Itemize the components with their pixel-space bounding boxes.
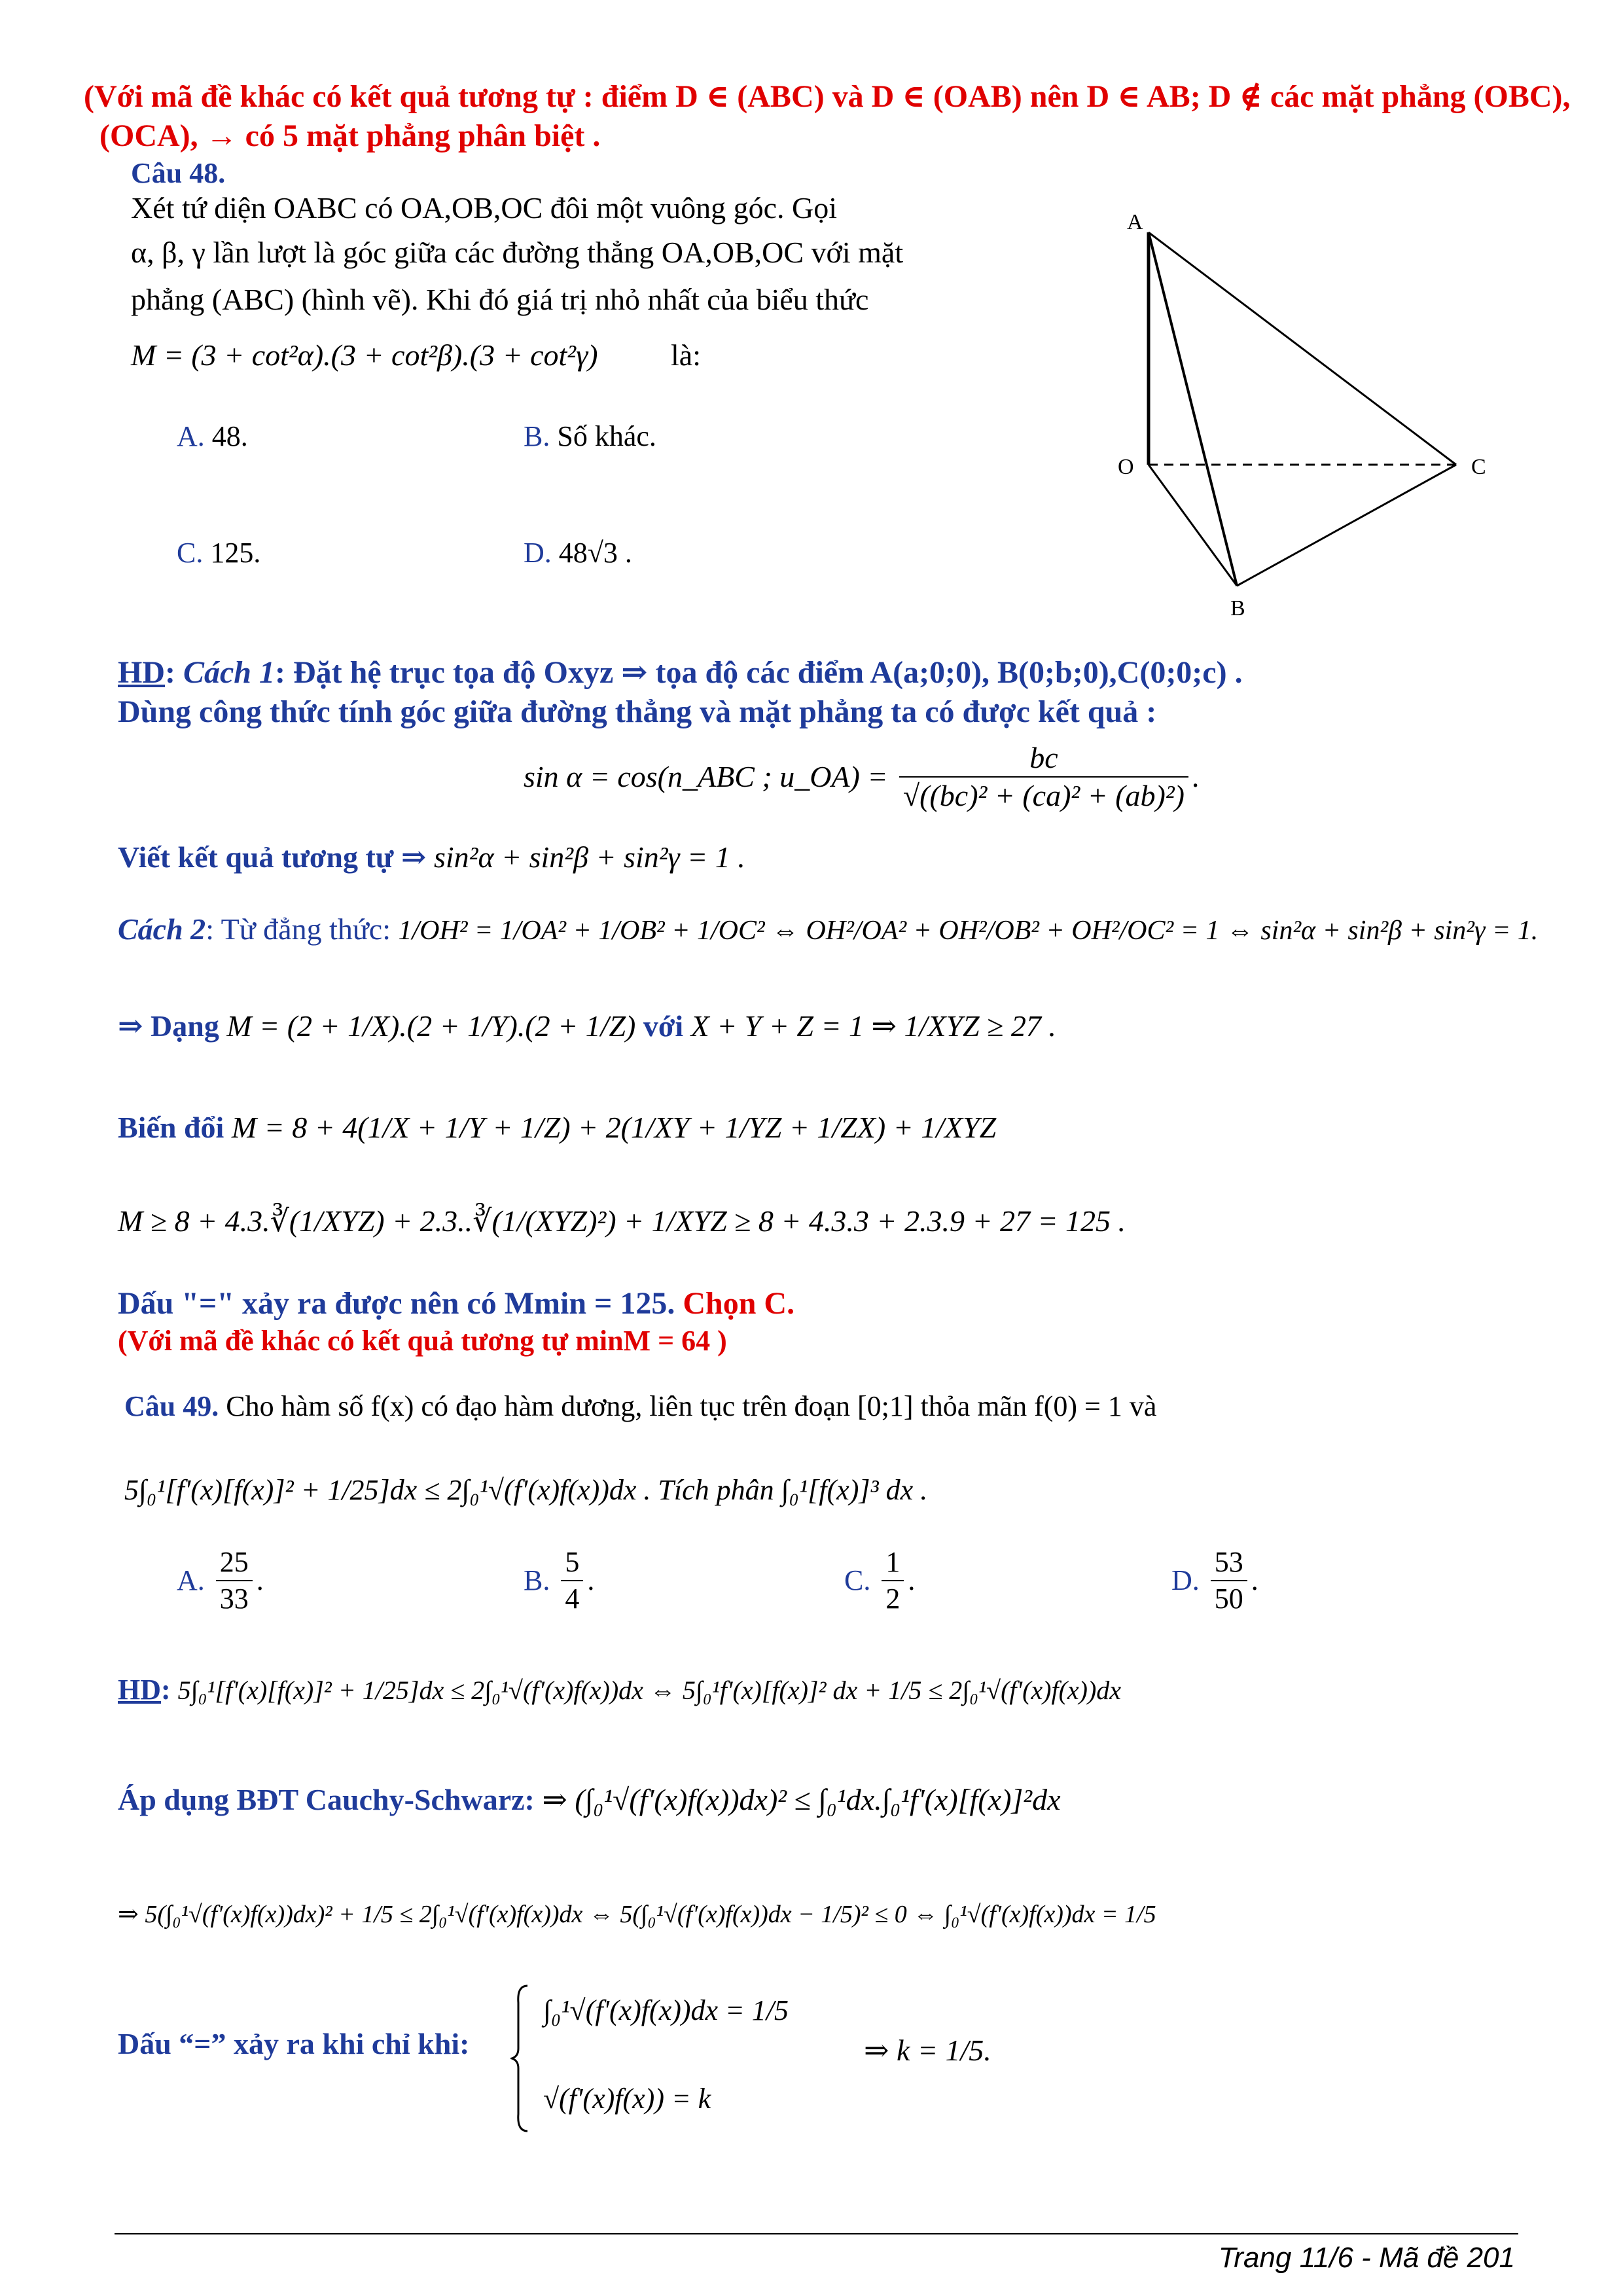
- denominator: 4: [565, 1583, 580, 1615]
- hd48-note: (Với mã đề khác có kết quả tương tự minM = 64 ): [118, 1325, 727, 1357]
- line3-text: Viết kết quả tương tự ⇒: [118, 840, 427, 874]
- hd48-conclusion: [118, 1284, 794, 1323]
- sin-numerator: bc: [899, 740, 1188, 778]
- option-text: Số khác.: [557, 420, 656, 452]
- tetrahedron-figure: [1086, 196, 1505, 628]
- hd48-sin-formula: sin α = cos(n_ABC ; u_OA) = $\frac{bc}{\text{√((bc)² + (ca)² + (ab)²)}}$ .: [524, 740, 1200, 825]
- denominator: 33: [219, 1583, 249, 1615]
- cach2-math: 1/OH² = 1/OA² + 1/OB² + 1/OC² ⇔ OH²/OA² + OH²/OB² + OH²/OC² = 1 ⇔ sin²α + sin²β + sin²γ = 1.: [398, 916, 1539, 946]
- option-label: C.: [177, 537, 204, 569]
- bien-doi-label: Biến đổi: [118, 1111, 224, 1144]
- sin-fraction: [899, 740, 1188, 814]
- cach2-text: : Từ đẳng thức:: [205, 912, 391, 946]
- q49-option-a[interactable]: A. $\frac{25}{33}$ .: [177, 1545, 264, 1617]
- numerator: 1: [882, 1545, 904, 1581]
- hd-label: HD: [118, 655, 165, 690]
- edge-ab: [1149, 232, 1237, 586]
- page-footer: Trang 11/6 - Mã đề 201: [1218, 2242, 1515, 2274]
- cach1-label: Cách 1: [183, 655, 275, 690]
- edge-ac: [1149, 232, 1456, 465]
- option-label: B.: [524, 1564, 550, 1596]
- system-equation-1: ∫₀¹√(f'(x)f(x))dx = 1/5: [543, 1994, 789, 2026]
- q48-option-b[interactable]: [524, 419, 656, 454]
- q48-expression: M = (3 + cot²α).(3 + cot²β).(3 + cot²γ): [131, 338, 598, 372]
- dang-with: với: [643, 1009, 684, 1043]
- hd48-bien-doi: [118, 1109, 996, 1146]
- system-equation-2: √(f'(x)f(x)) = k: [543, 2083, 711, 2115]
- denominator: 2: [885, 1583, 901, 1615]
- sin-denominator: √((bc)² + (ca)² + (ab)²): [902, 779, 1185, 812]
- option-label: C.: [844, 1564, 871, 1596]
- system-result: ⇒ k = 1/5.: [864, 2034, 991, 2067]
- q49-stem-line2: 5∫₀¹[f'(x)[f(x)]² + 1/25]dx ≤ 2∫₀¹√(f'(x)f(x))dx . Tích phân ∫₀¹[f(x)]³ dx .: [124, 1474, 928, 1506]
- q48-expression-tail: là:: [671, 338, 701, 372]
- option-label: D.: [1171, 1564, 1200, 1596]
- hd49-line3: ⇒ 5(∫₀¹√(f'(x)f(x))dx)² + 1/5 ≤ 2∫₀¹√(f'(x)f(x))dx ⇔ 5(∫₀¹√(f'(x)f(x))dx − 1/5)² ≤ 0 ⇔ ∫₀¹√(f'(x)f(x))dx = 1/5: [118, 1901, 1156, 1928]
- note-q47-line1: (Với mã đề khác có kết quả tương tự : điểm D ∈ (ABC) và D ∈ (OAB) nên D ∈ AB; D ∉ các mặt phẳng (OBC),: [84, 79, 1571, 114]
- q48-option-a[interactable]: [177, 419, 248, 454]
- line3-math: sin²α + sin²β + sin²γ = 1 .: [433, 840, 745, 874]
- vertex-label-c: C: [1471, 455, 1486, 479]
- option-text: 48√3 .: [558, 537, 632, 569]
- numerator: 53: [1211, 1545, 1247, 1581]
- q49-stem-line1: [124, 1389, 1156, 1424]
- hd48-cach2: [118, 911, 1538, 949]
- numerator: 5: [561, 1545, 583, 1581]
- dang-math: M = (2 + 1/X).(2 + 1/Y).(2 + 1/Z): [226, 1009, 636, 1043]
- q48-stem-line2: α, β, γ lần lượt là góc giữa các đường thẳng OA,OB,OC với mặt: [131, 236, 904, 269]
- option-fraction: [216, 1545, 253, 1617]
- note-q47-line2: (OCA), → có 5 mặt phẳng phân biệt .: [99, 118, 601, 153]
- hd48-inequality: M ≥ 8 + 4.3.∛(1/XYZ) + 2.3..∛(1/(XYZ)²) + 1/XYZ ≥ 8 + 4.3.3 + 2.3.9 + 27 = 125 .: [118, 1204, 1126, 1238]
- cs-math: ⇒ (∫₀¹√(f'(x)f(x))dx)² ≤ ∫₀¹dx.∫₀¹f'(x)[f(x)]²dx: [542, 1783, 1061, 1816]
- cs-label: Áp dụng BĐT Cauchy-Schwarz:: [118, 1783, 535, 1816]
- hd49-equality-label: [118, 2026, 469, 2062]
- bien-doi-math: M = 8 + 4(1/X + 1/Y + 1/Z) + 2(1/XY + 1/YZ + 1/ZX) + 1/XYZ: [231, 1111, 997, 1144]
- q49-option-c[interactable]: C. $\frac{1}{2}$ .: [844, 1545, 915, 1617]
- option-fraction: [1211, 1545, 1247, 1617]
- q49-option-b[interactable]: B. $\frac{5}{4}$ .: [524, 1545, 594, 1617]
- option-fraction: [882, 1545, 904, 1617]
- option-label: A.: [177, 420, 205, 452]
- hd49-line1: HD: 5∫₀¹[f'(x)[f(x)]² + 1/25]dx ≤ 2∫₀¹√(f'(x)f(x))dx ⇔ 5∫₀¹f'(x)[f(x)]² dx + 1/5 ≤ 2∫₀¹√(f'(x)f(x))dx: [118, 1674, 1122, 1706]
- option-label: B.: [524, 420, 550, 452]
- q48-stem-line1: Xét tứ diện OABC có OA,OB,OC đôi một vuông góc. Gọi: [131, 191, 838, 224]
- cach1-text: : Đặt hệ trục tọa độ Oxyz ⇒ tọa độ các điểm A(a;0;0), B(0;b;0),C(0;0;c) .: [275, 655, 1243, 690]
- vertex-label-o: O: [1118, 455, 1134, 479]
- hd48-line3: [118, 839, 745, 876]
- dang-condition: X + Y + Z = 1 ⇒ 1/XYZ ≥ 27 .: [690, 1009, 1056, 1043]
- q48-title: Câu 48.: [131, 157, 226, 189]
- hd48-dang: [118, 1008, 1056, 1045]
- hd48-line2: Dùng công thức tính góc giữa đường thẳng và mặt phẳng ta có được kết quả :: [118, 694, 1157, 729]
- q49-stem1-text: Cho hàm số f(x) có đạo hàm dương, liên tục trên đoạn [0;1] thỏa mãn f(0) = 1 và: [226, 1390, 1157, 1422]
- edge-ob: [1149, 465, 1237, 586]
- option-label: A.: [177, 1564, 205, 1596]
- option-text: 125.: [210, 537, 261, 569]
- vertex-label-b: B: [1230, 596, 1245, 620]
- conclusion-text: Dấu "=" xảy ra được nên có Mmin = 125.: [118, 1286, 675, 1321]
- hd-label: HD: [118, 1674, 161, 1706]
- system-brace: [510, 1983, 530, 2134]
- eq-label: Dấu “=” xảy ra khi chỉ khi:: [118, 2027, 470, 2060]
- hd49-cauchy-schwarz: [118, 1782, 1061, 1818]
- numerator: 25: [216, 1545, 253, 1581]
- q48-option-d[interactable]: [524, 535, 632, 571]
- dang-text: ⇒ Dạng: [118, 1009, 219, 1043]
- option-text: 48.: [211, 420, 248, 452]
- q49-title: Câu 49.: [124, 1390, 219, 1422]
- q48-option-c[interactable]: [177, 535, 260, 571]
- q48-stem-line3: phẳng (ABC) (hình vẽ). Khi đó giá trị nhỏ nhất của biểu thức: [131, 283, 869, 316]
- edge-bc: [1237, 465, 1456, 586]
- choose-answer: Chọn C.: [683, 1286, 795, 1321]
- hd48-cach1: HD: Cách 1: Đặt hệ trục tọa độ Oxyz ⇒ tọa độ các điểm A(a;0;0), B(0;b;0),C(0;0;c) .: [118, 655, 1243, 690]
- denominator: 50: [1214, 1583, 1243, 1615]
- vertex-label-a: A: [1127, 210, 1143, 234]
- option-label: D.: [524, 537, 552, 569]
- q49-option-d[interactable]: D. $\frac{53}{50}$ .: [1171, 1545, 1258, 1617]
- option-fraction: [561, 1545, 583, 1617]
- hd49-line1-math: 5∫₀¹[f'(x)[f(x)]² + 1/25]dx ≤ 2∫₀¹√(f'(x)f(x))dx ⇔ 5∫₀¹f'(x)[f(x)]² dx + 1/5 ≤ 2∫₀¹√(f'(x)f(x))dx: [177, 1676, 1122, 1705]
- sin-lhs: sin α = cos(n_ABC ; u_OA) =: [524, 760, 888, 793]
- footer-divider: [115, 2233, 1518, 2234]
- cach2-label: Cách 2: [118, 912, 206, 946]
